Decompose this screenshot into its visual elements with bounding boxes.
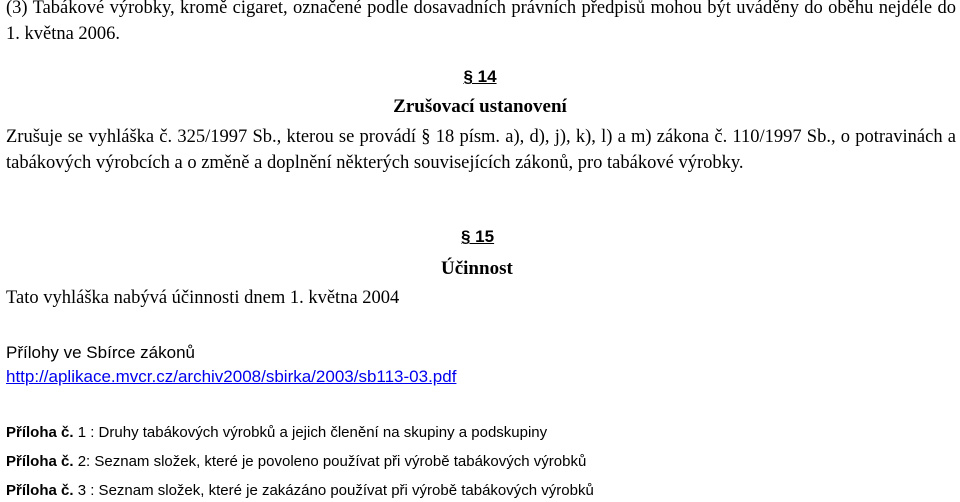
section-14-body-part1: Zrušuje se vyhláška č. 325/1997 Sb., kterou se provádí xyxy=(6,127,422,147)
section-14-body xyxy=(6,124,956,176)
annex-item-1-number: 1 : xyxy=(73,424,95,441)
attachments-heading: Přílohy ve Sbírce zákonů xyxy=(6,343,195,362)
section-15-title: Účinnost xyxy=(441,258,513,279)
annex-item-2-label: Příloha č. xyxy=(6,453,74,470)
annex-item-2-number: 2: xyxy=(73,453,91,470)
annex-item-3-text: Seznam složek, které je zakázáno používat při výrobě tabákových výrobků xyxy=(94,482,594,499)
annex-item-3-number: 3 : xyxy=(73,482,95,499)
section-15-sign xyxy=(461,226,581,248)
annex-item-1-text: Druhy tabákových výrobků a jejich členění na skupiny a podskupiny xyxy=(94,424,548,441)
section-14-title: Zrušovací ustanovení xyxy=(393,96,567,117)
section-15-sign-text: § 15 xyxy=(461,227,495,246)
section-14-body-part2: písm. a), d), j), k), l) a m) zákona č. 110/1997 Sb., o potravinách a tabákových výrobcích a o změně a doplnění některých souvisejících zákonů, pro tabákové výrobky. xyxy=(6,127,957,173)
annex-item-2-text: Seznam složek, které je povoleno používat při výrobě tabákových výrobků xyxy=(90,453,587,470)
annex-item-2 xyxy=(6,452,586,472)
section-15-body: Tato vyhláška nabývá účinnosti dnem 1. května 2004 xyxy=(6,288,400,308)
annex-item-3 xyxy=(6,481,594,501)
paragraph-3: (3) Tabákové výrobky, kromě cigaret, označené podle dosavadních právních předpisů mohou být uváděny do oběhu nejdéle do 1. května 2006. xyxy=(6,0,956,44)
annex-item-1 xyxy=(6,423,547,443)
attachments-pdf-link[interactable]: http://aplikace.mvcr.cz/archiv2008/sbirka/2003/sb113-03.pdf xyxy=(6,367,457,386)
section-14-sign-text: § 14 xyxy=(463,67,497,86)
annex-item-3-label: Příloha č. xyxy=(6,482,74,499)
annex-item-1-label: Příloha č. xyxy=(6,424,74,441)
attachments-link-row xyxy=(6,366,606,388)
section-14-body-sign: § 18 xyxy=(421,127,455,147)
section-14-sign xyxy=(0,66,960,88)
